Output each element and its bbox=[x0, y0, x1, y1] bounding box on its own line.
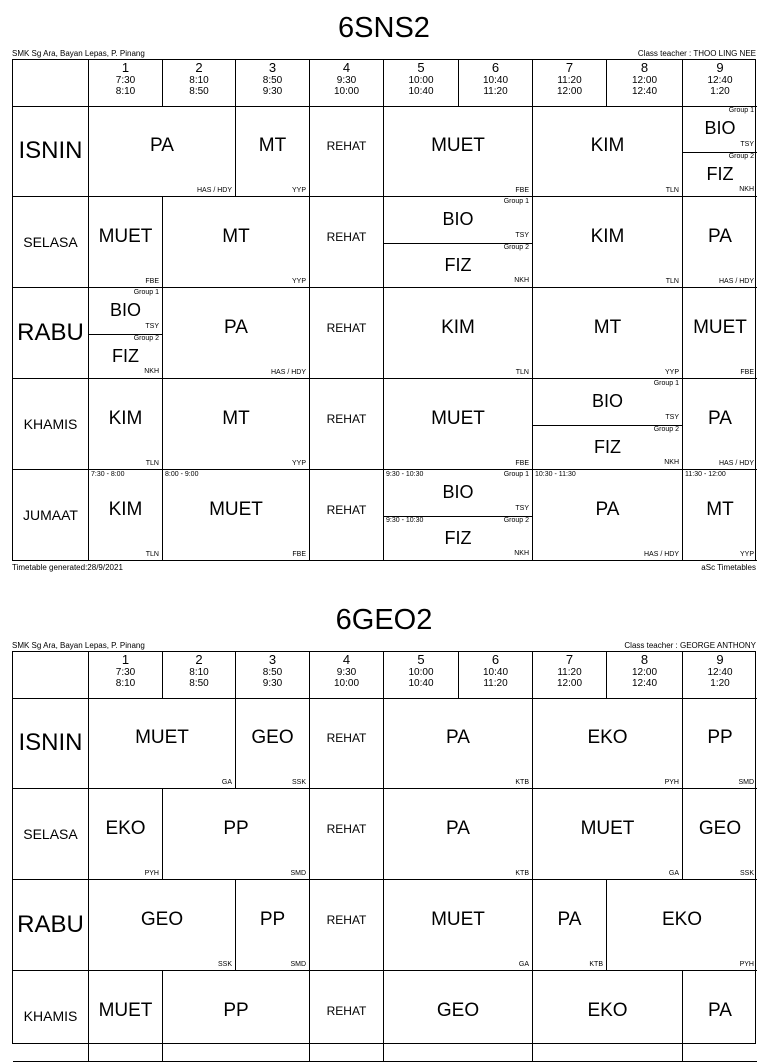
period-start: 10:40 bbox=[482, 667, 509, 678]
teacher-code: FBE bbox=[740, 369, 754, 376]
period-header bbox=[384, 652, 459, 699]
lesson-cell bbox=[236, 880, 310, 971]
group-label: Group 1 bbox=[653, 380, 679, 387]
lesson-cell bbox=[163, 288, 310, 379]
period-header bbox=[607, 60, 683, 107]
lesson-cell bbox=[384, 698, 533, 789]
teacher-code: TLN bbox=[145, 551, 159, 558]
period-start: 8:10 bbox=[189, 75, 209, 86]
lesson-time: 10:30 - 11:30 bbox=[535, 471, 576, 478]
period-end: 12:40 bbox=[631, 678, 658, 689]
subject-label: MUET bbox=[580, 817, 635, 839]
lesson-cell bbox=[683, 971, 757, 1062]
teacher-code: SSK bbox=[739, 870, 754, 877]
subject-label: BIO bbox=[442, 209, 474, 230]
lesson-cell bbox=[89, 698, 236, 789]
teacher-code: KTB bbox=[515, 779, 529, 786]
subject-label: MT bbox=[593, 316, 622, 338]
subject-label: MUET bbox=[431, 134, 485, 156]
teacher-code: PYH bbox=[664, 779, 679, 786]
class-teacher: Class teacher : GEORGE ANTHONY bbox=[624, 641, 756, 650]
group-divider bbox=[683, 152, 757, 153]
period-end: 8:50 bbox=[189, 86, 209, 97]
period-header bbox=[459, 60, 533, 107]
period-number: 6 bbox=[491, 652, 500, 667]
subject-label: EKO bbox=[587, 999, 628, 1021]
period-header bbox=[89, 60, 163, 107]
subject-label: REHAT bbox=[326, 320, 367, 335]
teacher-code: KTB bbox=[515, 870, 529, 877]
lesson-cell bbox=[384, 288, 533, 379]
subject-label: EKO bbox=[587, 726, 628, 748]
teacher-code: TSY bbox=[145, 322, 159, 330]
lesson-time: 9:30 - 10:30 bbox=[386, 516, 424, 524]
subject-label: EKO bbox=[661, 908, 703, 930]
period-number: 9 bbox=[716, 60, 724, 75]
subject-label: KIM bbox=[590, 134, 625, 156]
day-label: SELASA bbox=[13, 789, 89, 880]
break-cell bbox=[310, 880, 384, 971]
lesson-cell bbox=[533, 971, 683, 1062]
teacher-code: TSY bbox=[740, 140, 754, 148]
subject-label: REHAT bbox=[326, 138, 367, 153]
lesson-cell bbox=[89, 197, 163, 288]
day-label: RABU bbox=[13, 880, 89, 971]
lesson-cell bbox=[384, 789, 533, 880]
period-end: 1:20 bbox=[710, 678, 730, 689]
lesson-cell bbox=[384, 197, 533, 288]
lesson-time: 7:30 - 8:00 bbox=[91, 471, 125, 478]
teacher-code: HAS / HDY bbox=[270, 369, 306, 376]
lesson-cell bbox=[533, 789, 683, 880]
subject-label: PP bbox=[707, 726, 733, 748]
subject-label: FIZ bbox=[444, 254, 472, 275]
school-name: SMK Sg Ara, Bayan Lepas, P. Pinang bbox=[12, 49, 145, 58]
period-start: 9:30 bbox=[336, 75, 357, 86]
group-label: Group 2 bbox=[133, 334, 159, 342]
period-number: 7 bbox=[565, 60, 574, 75]
subject-label: FIZ bbox=[594, 436, 621, 457]
period-header bbox=[533, 60, 607, 107]
timetable-grid bbox=[12, 59, 756, 561]
teacher-code: YYP bbox=[291, 278, 306, 285]
break-cell bbox=[310, 288, 384, 379]
software-credit: aSc Timetables bbox=[701, 563, 756, 572]
period-number: 7 bbox=[565, 652, 574, 667]
teacher-code: HAS / HDY bbox=[196, 187, 232, 194]
break-cell bbox=[310, 106, 384, 197]
teacher-code: SMD bbox=[738, 779, 754, 786]
period-header bbox=[310, 652, 384, 699]
lesson-cell bbox=[533, 288, 683, 379]
lesson-cell bbox=[683, 789, 757, 880]
subject-label: PA bbox=[557, 908, 582, 930]
subject-label: EKO bbox=[105, 817, 146, 839]
break-cell bbox=[310, 698, 384, 789]
lesson-time: 11:30 - 12:00 bbox=[685, 471, 726, 478]
period-end: 12:00 bbox=[556, 86, 583, 97]
period-header bbox=[683, 652, 757, 699]
lesson-cell bbox=[163, 470, 310, 561]
subject-label: MUET bbox=[431, 407, 485, 429]
school-name: SMK Sg Ara, Bayan Lepas, P. Pinang bbox=[12, 641, 145, 650]
period-end: 10:40 bbox=[408, 86, 434, 97]
day-label: ISNIN bbox=[13, 698, 89, 789]
generated-note: Timetable generated:28/9/2021 bbox=[12, 563, 123, 572]
teacher-code: FBE bbox=[515, 460, 529, 467]
teacher-code: HAS / HDY bbox=[718, 460, 754, 467]
period-number: 8 bbox=[640, 60, 649, 75]
lesson-cell bbox=[533, 379, 683, 470]
period-number: 1 bbox=[121, 60, 130, 75]
lesson-cell bbox=[533, 698, 683, 789]
subject-label: REHAT bbox=[326, 821, 367, 836]
lesson-cell bbox=[533, 197, 683, 288]
teacher-code: GA bbox=[668, 870, 679, 877]
subject-label: FIZ bbox=[112, 345, 139, 366]
teacher-code: TLN bbox=[145, 460, 159, 467]
period-start: 9:30 bbox=[336, 667, 357, 678]
lesson-cell bbox=[89, 288, 163, 379]
period-start: 10:00 bbox=[408, 667, 434, 678]
period-start: 11:20 bbox=[557, 75, 582, 86]
break-cell bbox=[310, 470, 384, 561]
subject-label: KIM bbox=[108, 407, 143, 429]
teacher-code: SMD bbox=[290, 870, 306, 877]
period-end: 8:10 bbox=[115, 678, 136, 689]
teacher-code: TLN bbox=[665, 187, 679, 194]
header-corner bbox=[13, 652, 89, 699]
subject-label: PA bbox=[708, 225, 732, 247]
lesson-cell bbox=[384, 971, 533, 1062]
period-start: 8:10 bbox=[189, 667, 209, 678]
group-label: Group 2 bbox=[653, 425, 679, 433]
teacher-code: GA bbox=[221, 779, 232, 786]
teacher-code: GA bbox=[518, 961, 529, 968]
subject-label: PA bbox=[224, 316, 248, 338]
period-number: 5 bbox=[417, 60, 425, 75]
lesson-cell bbox=[607, 880, 757, 971]
period-header bbox=[89, 652, 163, 699]
period-number: 4 bbox=[342, 652, 351, 667]
period-start: 10:40 bbox=[482, 75, 509, 86]
break-cell bbox=[310, 789, 384, 880]
period-header bbox=[236, 60, 310, 107]
period-number: 5 bbox=[417, 652, 425, 667]
period-end: 1:20 bbox=[710, 86, 730, 97]
subject-label: REHAT bbox=[326, 730, 367, 745]
teacher-code: HAS / HDY bbox=[643, 551, 679, 558]
period-end: 10:40 bbox=[408, 678, 434, 689]
lesson-cell bbox=[163, 197, 310, 288]
group-divider bbox=[89, 334, 162, 335]
group-label: Group 1 bbox=[133, 289, 159, 296]
teacher-code: PYH bbox=[144, 870, 159, 877]
subject-label: FIZ bbox=[706, 163, 734, 184]
subject-label: MT bbox=[258, 134, 287, 156]
teacher-code: NKH bbox=[514, 277, 529, 284]
day-label: RABU bbox=[13, 288, 89, 379]
group-label: Group 2 bbox=[503, 243, 529, 251]
lesson-cell bbox=[89, 971, 163, 1062]
period-header bbox=[607, 652, 683, 699]
subject-label: FIZ bbox=[444, 527, 472, 548]
group-label: Group 2 bbox=[503, 516, 529, 524]
period-number: 8 bbox=[640, 652, 649, 667]
subject-label: BIO bbox=[591, 391, 623, 412]
period-end: 12:00 bbox=[556, 678, 583, 689]
class-teacher: Class teacher : THOO LING NEE bbox=[637, 49, 756, 58]
subject-label: PA bbox=[595, 498, 620, 520]
subject-label: MUET bbox=[98, 225, 153, 247]
lesson-cell bbox=[89, 106, 236, 197]
lesson-cell bbox=[236, 698, 310, 789]
period-number: 9 bbox=[716, 652, 724, 667]
teacher-code: NKH bbox=[664, 459, 679, 466]
period-start: 8:50 bbox=[262, 667, 283, 678]
lesson-cell bbox=[89, 880, 236, 971]
subject-label: MT bbox=[706, 498, 734, 520]
period-start: 12:00 bbox=[631, 75, 658, 86]
subject-label: PA bbox=[708, 999, 732, 1021]
header-corner bbox=[13, 60, 89, 107]
lesson-cell bbox=[683, 288, 757, 379]
break-cell bbox=[310, 197, 384, 288]
break-cell bbox=[310, 379, 384, 470]
teacher-code: FBE bbox=[292, 551, 306, 558]
subject-label: PA bbox=[446, 817, 470, 839]
timetable-grid bbox=[12, 651, 756, 1044]
teacher-code: SMD bbox=[290, 961, 306, 968]
subject-label: BIO bbox=[704, 118, 736, 139]
group-divider bbox=[384, 243, 532, 244]
lesson-cell bbox=[683, 197, 757, 288]
period-end: 12:40 bbox=[631, 86, 658, 97]
group-divider bbox=[384, 516, 532, 517]
subject-label: KIM bbox=[441, 316, 475, 338]
subject-label: MUET bbox=[209, 498, 263, 520]
lesson-cell bbox=[533, 470, 683, 561]
subject-label: GEO bbox=[698, 817, 742, 839]
period-number: 6 bbox=[491, 60, 500, 75]
period-end: 10:00 bbox=[333, 86, 360, 97]
teacher-code: NKH bbox=[514, 550, 529, 557]
period-start: 12:40 bbox=[707, 75, 733, 86]
subject-label: MT bbox=[222, 225, 250, 247]
period-end: 11:20 bbox=[483, 678, 508, 689]
day-label: JUMAAT bbox=[13, 470, 89, 561]
teacher-code: TLN bbox=[665, 278, 679, 285]
subject-label: REHAT bbox=[326, 502, 367, 517]
subject-label: REHAT bbox=[326, 411, 367, 426]
teacher-code: NKH bbox=[144, 368, 159, 375]
teacher-code: YYP bbox=[664, 369, 679, 376]
subject-label: MUET bbox=[693, 316, 747, 338]
period-header bbox=[236, 652, 310, 699]
subject-label: GEO bbox=[251, 726, 294, 748]
period-header bbox=[683, 60, 757, 107]
day-label: ISNIN bbox=[13, 106, 89, 197]
teacher-code: TLN bbox=[515, 369, 529, 376]
period-number: 3 bbox=[268, 652, 277, 667]
subject-label: MUET bbox=[135, 726, 189, 748]
period-header bbox=[533, 652, 607, 699]
subject-label: MUET bbox=[98, 999, 153, 1021]
group-label: Group 1 bbox=[503, 198, 529, 205]
subject-label: PA bbox=[708, 407, 732, 429]
lesson-cell bbox=[384, 106, 533, 197]
group-label: Group 1 bbox=[503, 471, 529, 478]
period-end: 8:10 bbox=[115, 86, 136, 97]
lesson-cell bbox=[384, 379, 533, 470]
period-start: 11:20 bbox=[557, 667, 582, 678]
lesson-cell bbox=[163, 971, 310, 1062]
subject-label: REHAT bbox=[326, 912, 367, 927]
period-start: 12:40 bbox=[707, 667, 733, 678]
lesson-cell bbox=[163, 379, 310, 470]
teacher-code: YYP bbox=[291, 460, 306, 467]
subject-label: BIO bbox=[109, 300, 141, 321]
period-number: 3 bbox=[268, 60, 277, 75]
teacher-code: KTB bbox=[589, 961, 603, 968]
subject-label: MUET bbox=[431, 908, 485, 930]
period-end: 9:30 bbox=[262, 678, 283, 689]
lesson-cell bbox=[683, 106, 757, 197]
teacher-code: YYP bbox=[291, 187, 306, 194]
period-end: 10:00 bbox=[333, 678, 360, 689]
teacher-code: FBE bbox=[515, 187, 529, 194]
lesson-cell bbox=[533, 106, 683, 197]
subject-label: KIM bbox=[590, 225, 625, 247]
period-start: 7:30 bbox=[115, 75, 136, 86]
teacher-code: SSK bbox=[217, 961, 232, 968]
lesson-cell bbox=[533, 880, 607, 971]
period-end: 9:30 bbox=[262, 86, 283, 97]
teacher-code: TSY bbox=[515, 504, 529, 512]
lesson-cell bbox=[89, 470, 163, 561]
period-header bbox=[163, 652, 236, 699]
subject-label: PP bbox=[223, 999, 249, 1021]
subject-label: KIM bbox=[108, 498, 143, 520]
day-label: KHAMIS bbox=[13, 971, 89, 1062]
teacher-code: SSK bbox=[291, 779, 306, 786]
group-label: Group 2 bbox=[728, 152, 754, 160]
lesson-time: 9:30 - 10:30 bbox=[386, 471, 424, 478]
lesson-cell bbox=[683, 698, 757, 789]
class-title: 6GEO2 bbox=[335, 604, 433, 636]
lesson-cell bbox=[89, 789, 163, 880]
subject-label: PP bbox=[223, 817, 249, 839]
lesson-cell bbox=[236, 106, 310, 197]
period-number: 4 bbox=[342, 60, 351, 75]
period-header bbox=[459, 652, 533, 699]
period-end: 11:20 bbox=[483, 86, 508, 97]
lesson-cell bbox=[683, 470, 757, 561]
lesson-cell bbox=[384, 470, 533, 561]
group-divider bbox=[533, 425, 682, 426]
teacher-code: NKH bbox=[739, 186, 754, 193]
subject-label: REHAT bbox=[326, 1003, 367, 1018]
subject-label: PA bbox=[150, 134, 174, 156]
period-number: 1 bbox=[121, 652, 130, 667]
subject-label: MT bbox=[222, 407, 250, 429]
period-start: 12:00 bbox=[631, 667, 658, 678]
lesson-cell bbox=[683, 379, 757, 470]
period-header bbox=[310, 60, 384, 107]
teacher-code: FBE bbox=[145, 278, 159, 285]
teacher-code: YYP bbox=[739, 551, 754, 558]
period-number: 2 bbox=[195, 652, 203, 667]
subject-label: REHAT bbox=[326, 229, 367, 244]
teacher-code: PYH bbox=[739, 961, 754, 968]
lesson-cell bbox=[163, 789, 310, 880]
lesson-time: 8:00 - 9:00 bbox=[165, 471, 199, 478]
period-number: 2 bbox=[195, 60, 203, 75]
subject-label: PA bbox=[446, 726, 470, 748]
period-start: 7:30 bbox=[115, 667, 136, 678]
subject-label: GEO bbox=[436, 999, 480, 1021]
subject-label: GEO bbox=[140, 908, 184, 930]
break-cell bbox=[310, 971, 384, 1062]
day-label: SELASA bbox=[13, 197, 89, 288]
subject-label: PP bbox=[259, 908, 286, 930]
period-header bbox=[384, 60, 459, 107]
teacher-code: TSY bbox=[665, 413, 679, 421]
day-label: KHAMIS bbox=[13, 379, 89, 470]
subject-label: BIO bbox=[442, 482, 474, 503]
period-end: 8:50 bbox=[189, 678, 209, 689]
lesson-cell bbox=[384, 880, 533, 971]
period-start: 10:00 bbox=[408, 75, 434, 86]
lesson-cell bbox=[89, 379, 163, 470]
period-header bbox=[163, 60, 236, 107]
period-start: 8:50 bbox=[262, 75, 283, 86]
teacher-code: TSY bbox=[515, 231, 529, 239]
group-label: Group 1 bbox=[728, 107, 754, 114]
teacher-code: HAS / HDY bbox=[718, 278, 754, 285]
class-title: 6SNS2 bbox=[338, 12, 430, 44]
